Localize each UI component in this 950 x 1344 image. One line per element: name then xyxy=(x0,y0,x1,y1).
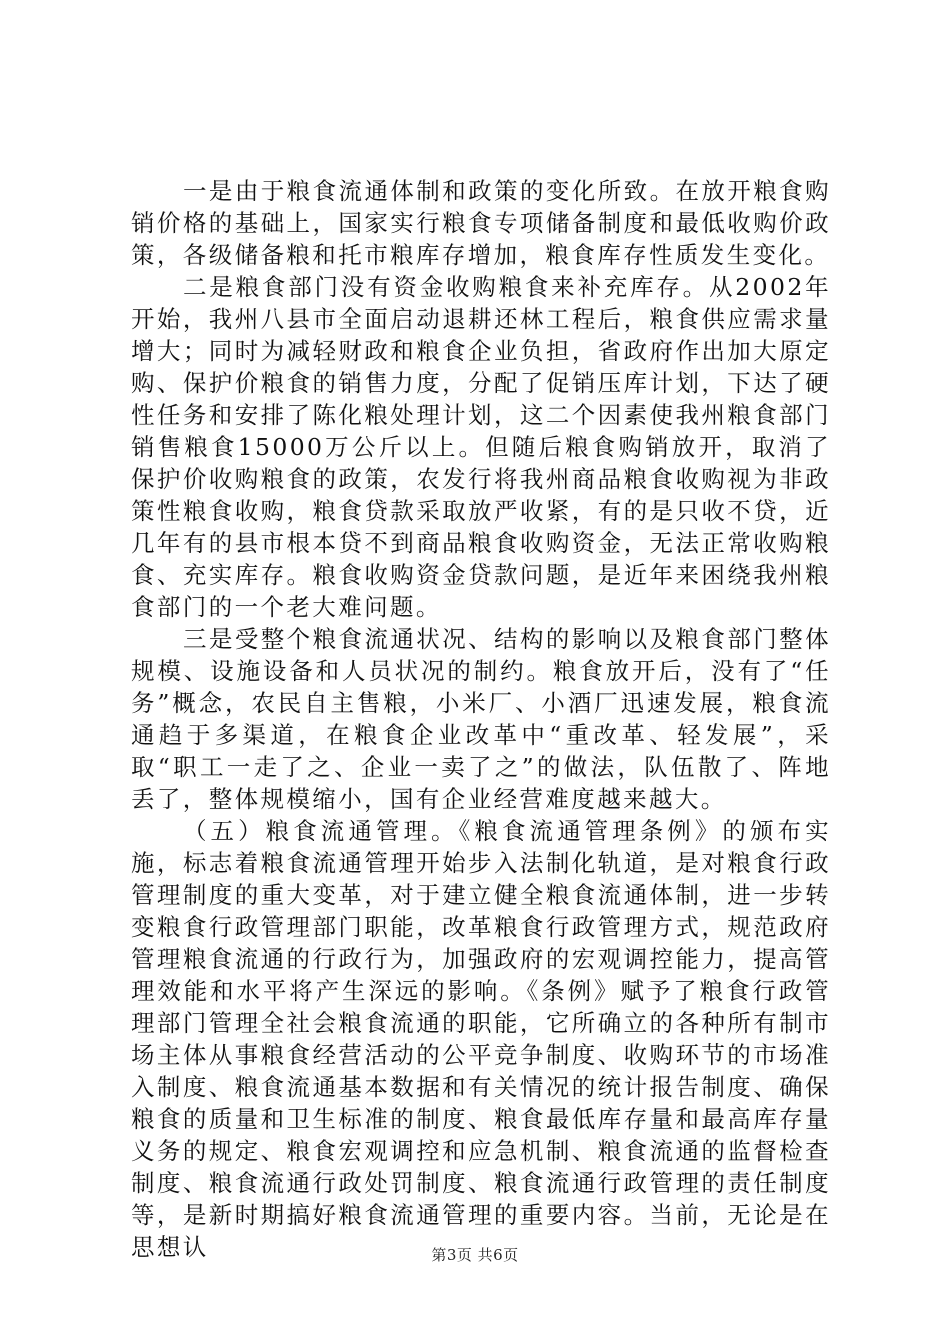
paragraph-1: 一是由于粮食流通体制和政策的变化所致。在放开粮食购销价格的基础上，国家实行粮食专项储备制度和最低收购价政策，各级储备粮和托市粮库存增加，粮食库存性质发生变化。 xyxy=(131,177,831,269)
paragraph-4: （五）粮食流通管理。《粮食流通管理条例》的颁布实施，标志着粮食流通管理开始步入法制化轨道，是对粮食行政管理制度的重大变革，对于建立健全粮食流通体制，进一步转变粮食行政管理部门职能，改革粮食行政管理方式，规范政府管理粮食流通的行政行为，加强政府的宏观调控能力，提高管理效能和水平将产生深远的影响。《条例》赋予了粮食行政管理部门管理全社会粮食流通的职能，它所确立的各种所有制市场主体从事粮食经营活动的公平竞争制度、收购环节的市场准入制度、粮食流通基本数据和有关情况的统计报告制度、确保粮食的质量和卫生标准的制度、粮食最低库存量和最高库存量义务的规定、粮食宏观调控和应急机制、粮食流通的监督检查制度、粮食流通行政处罚制度、粮食流通行政管理的责任制度等，是新时期搞好粮食流通管理的重要内容。当前，无论是在思想认 xyxy=(131,817,831,1261)
paragraph-2: 二是粮食部门没有资金收购粮食来补充库存。从2002年开始，我州八县市全面启动退耕还林工程后，粮食供应需求量增大；同时为减轻财政和粮食企业负担，省政府作出加大原定购、保护价粮食的销售力度，分配了促销压库计划，下达了硬性任务和安排了陈化粮处理计划，这二个因素使我州粮食部门销售粮食15000万公斤以上。但随后粮食购销放开，取消了保护价收购粮食的政策，农发行将我州商品粮食收购视为非政策性粮食收购，粮食贷款采取放严收紧，有的是只收不贷，近几年有的县市根本贷不到商品粮食收购资金，无法正常收购粮食、充实库存。粮食收购资金贷款问题，是近年来困绕我州粮食部门的一个老大难问题。 xyxy=(131,273,831,621)
document-body xyxy=(131,175,831,1263)
page-footer: 第3页 共6页 xyxy=(431,1246,519,1264)
paragraph-3: 三是受整个粮食流通状况、结构的影响以及粮食部门整体规模、设施设备和人员状况的制约。粮食放开后，没有了“任务”概念，农民自主售粮，小米厂、小酒厂迅速发展，粮食流通趋于多渠道，在粮食企业改革中“重改革、轻发展”，采取“职工一走了之、企业一卖了之”的做法，队伍散了、阵地丢了，整体规模缩小，国有企业经营难度越来越大。 xyxy=(131,625,831,813)
